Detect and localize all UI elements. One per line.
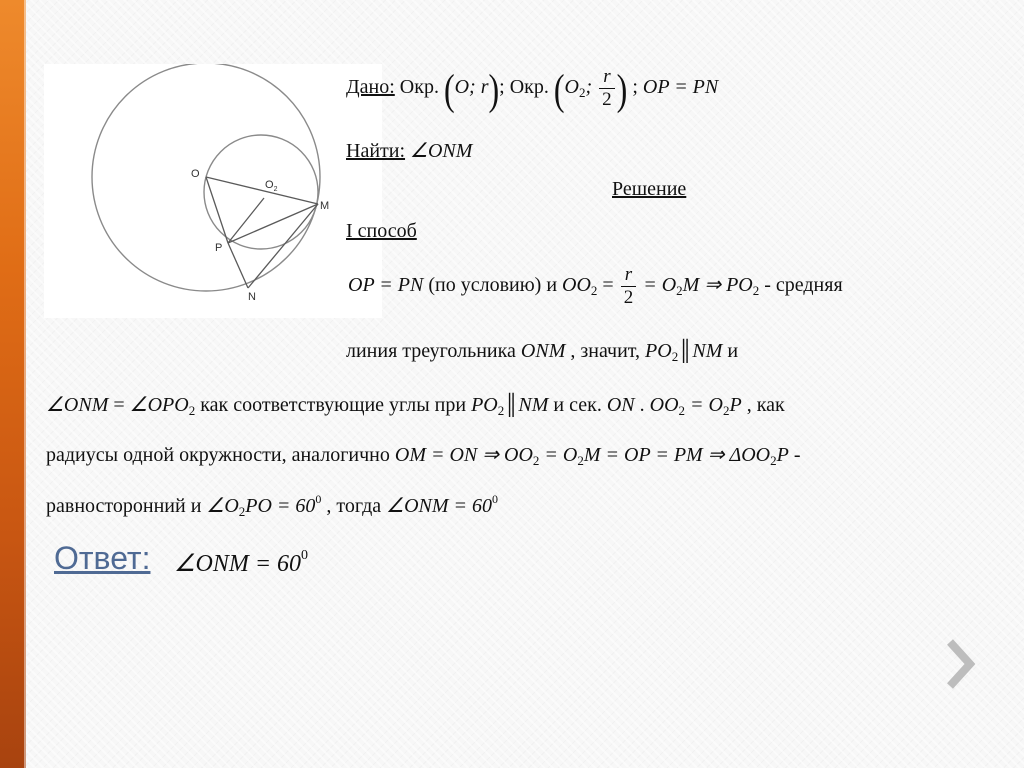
accent-bar bbox=[0, 0, 26, 768]
label-m: M bbox=[320, 200, 330, 212]
find-line bbox=[346, 138, 472, 163]
solution-line-4: радиусы одной окружности, аналогично OM = ON ⇒ $OO_2 = O_2M$ = OP = PM ⇒ $\Delta OO_2P$ - bbox=[46, 444, 801, 468]
solution-line-3: ∠ONM = $\angle OPO_2$ как соответствующие углы при $PO_2║NM$ и сек. ON . $OO_2 = O_2P$ , как bbox=[46, 394, 785, 418]
find-angle: ∠ONM bbox=[410, 140, 473, 162]
given-condition: OP = PN bbox=[642, 76, 719, 99]
segment-po2 bbox=[228, 198, 264, 243]
method-label: I способ bbox=[346, 220, 417, 242]
small-circle bbox=[204, 135, 318, 249]
label-p: P bbox=[215, 242, 223, 254]
given-line: Дано: Окр. (O; r); Окр. ($O_2$; $\frac{r}{2}$ ) ; OP = PN bbox=[346, 64, 719, 113]
label-o: O bbox=[191, 168, 200, 180]
segment-pn bbox=[228, 243, 248, 288]
label-o2: $O_2$ bbox=[265, 179, 278, 193]
solution-heading: Решение bbox=[612, 178, 687, 200]
find-label: Найти: bbox=[346, 140, 406, 162]
segment-pm bbox=[228, 204, 318, 243]
solution-line-5: равносторонний и $\angle O_2PO = 60^0$ , тогда ∠ONM = $60^0$ bbox=[46, 492, 499, 519]
answer-label: Ответ: bbox=[54, 540, 151, 576]
chevron-right-icon bbox=[938, 634, 982, 694]
given-okr2: Окр. bbox=[509, 76, 549, 99]
geometry-figure bbox=[44, 64, 382, 318]
solution-line-2: линия треугольника ONM , значит, $PO_2║NM$ и bbox=[346, 340, 739, 364]
label-n: N bbox=[248, 291, 256, 303]
given-label: Дано: bbox=[346, 76, 395, 99]
answer-formula: ∠ONM = $60^0$ bbox=[174, 548, 309, 577]
solution-line-1: OP = PN (по условию) и $OO_2$ = $\frac{r}{2}$ = $O_2M$ ⇒ $PO_2$ - средняя bbox=[348, 263, 843, 308]
geometry-diagram bbox=[44, 64, 382, 318]
next-slide-button[interactable] bbox=[938, 634, 982, 694]
segment-nm bbox=[248, 204, 318, 288]
segment-op bbox=[206, 177, 228, 243]
given-okr: Окр. bbox=[399, 76, 439, 99]
given-circle1: O; r bbox=[454, 76, 489, 99]
